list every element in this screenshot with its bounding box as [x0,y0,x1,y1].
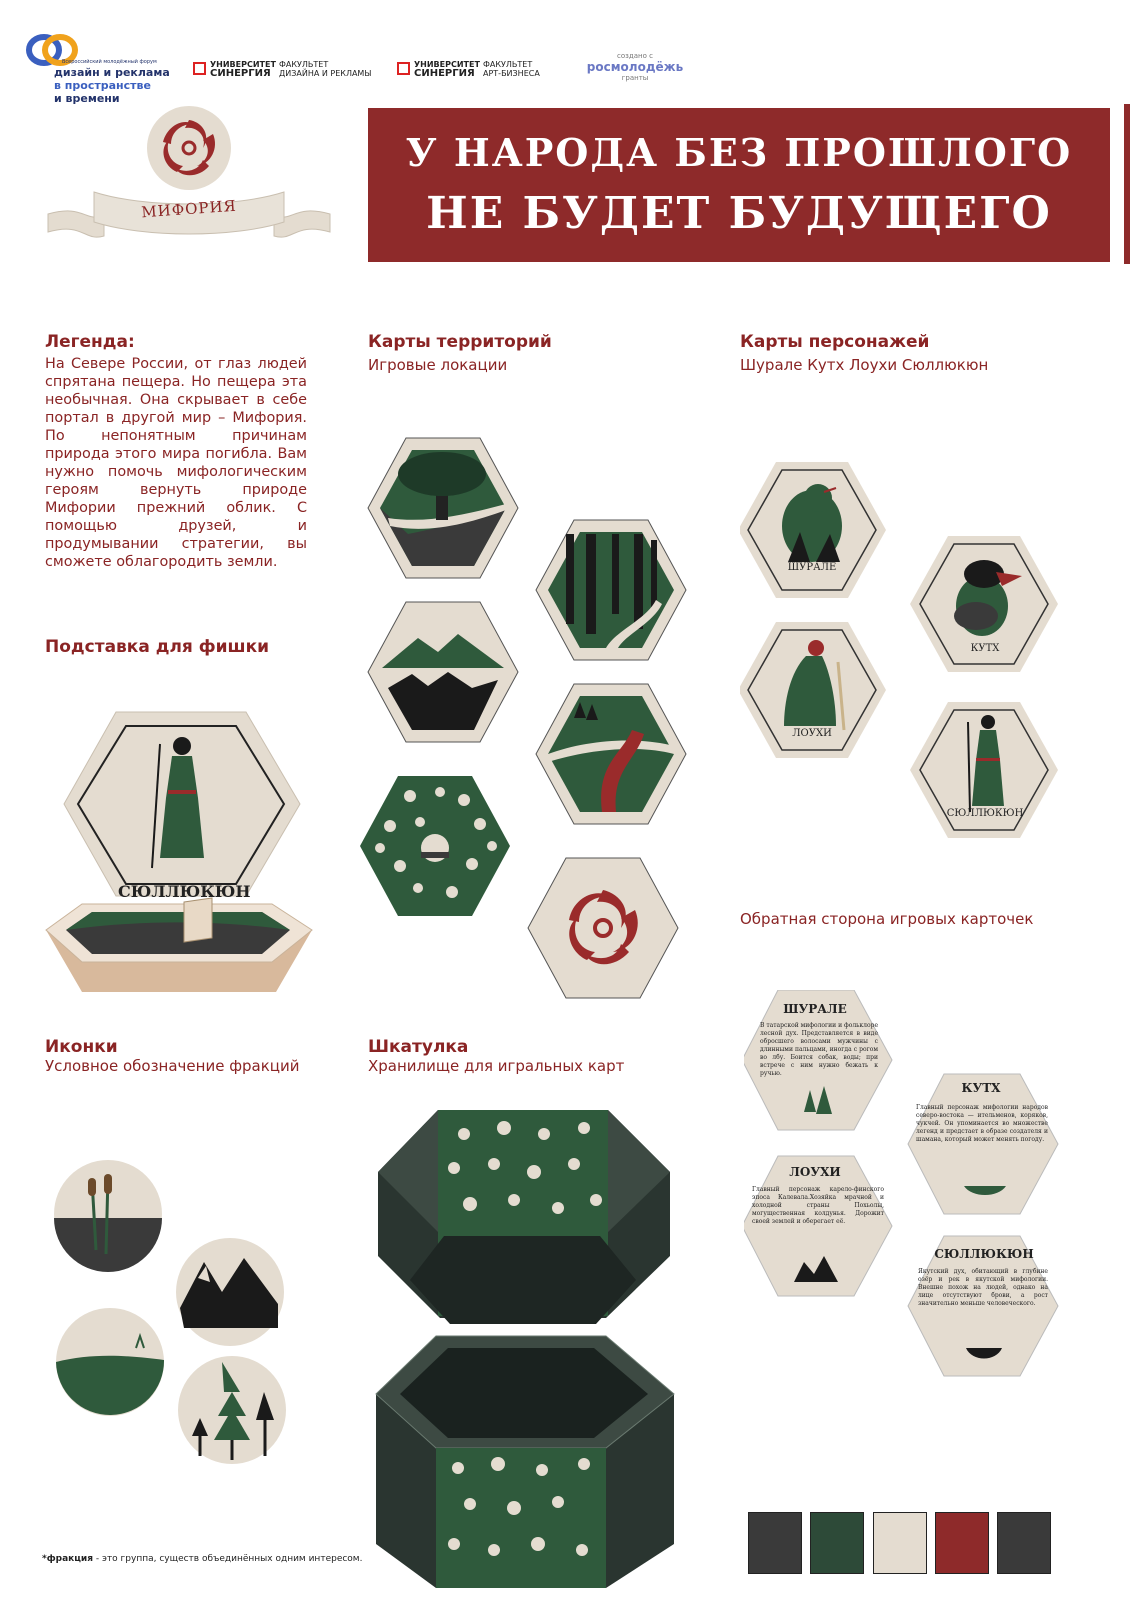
right-edge-bar [1124,104,1130,264]
footnote [42,1554,362,1564]
forest-faction-icon [178,1356,286,1464]
forum-logo-line3: и времени [54,92,120,105]
stand-card-label: СЮЛЛЮКЮН [118,882,251,901]
backside-name-kutkh: КУТХ [961,1081,1001,1095]
rosmol-top: создано с [617,52,653,60]
territory-card-mountains[interactable] [368,602,518,742]
synergy-name-2: СИНЕРГИЯ [414,68,475,79]
faction-icons [52,1160,292,1470]
territory-cards [360,430,710,1010]
backside-text-kutkh: Главный персонаж мифологии народов северо-востока — ительменов, коряков, чукчей. Он упоминается во множестве легенд и предстает в образе создателя и шамана, который может менять погоду. [916,1104,1048,1143]
icons-subtitle: Условное обозначение фракций [45,1057,300,1075]
character-label-syullyukyun: СЮЛЛЮКЮН [946,808,1024,819]
box-art [374,1104,694,1590]
character-label-shurale: ШУРАЛЕ [787,562,837,573]
reed-faction-icon [54,1160,162,1272]
backside-text-loukhi: Главный персонаж карело-финского эпоса Калевала.Хозяйка мрачной и холодной страны Похьолы, могущественная колдунья. Дорожит своей землей и оберегает её. [752,1186,884,1225]
characters-subtitle: Шурале Кутх Лоухи Сюллюкюн [740,356,989,374]
box-subtitle: Хранилище для игральных карт [368,1057,625,1075]
backside-name-syullyukyun: СЮЛЛЮКЮН [934,1247,1034,1261]
slogan-banner [368,108,1110,262]
territory-card-back[interactable] [528,858,678,998]
synergy-university-2: УНИВЕРСИТЕТ [414,60,480,69]
character-label-kutkh: КУТХ [970,643,1000,654]
footnote-text: - это группа, существ объединённых одним интересом. [93,1554,363,1564]
territory-card-oak[interactable] [368,438,518,578]
territory-card-forest[interactable] [536,520,686,660]
palette-swatch-beige [873,1512,927,1574]
forum-logo-line1: дизайн и реклама [54,66,170,79]
character-card-shurale[interactable] [740,462,886,598]
backside-name-loukhi: ЛОУХИ [789,1165,841,1179]
box-title: Шкатулка [368,1037,469,1057]
synergy-faculty-2: ДИЗАЙНА И РЕКЛАМЫ [279,69,372,78]
palette-swatch-dark-2 [997,1512,1051,1574]
footnote-term: *фракция [42,1554,94,1564]
territories-subtitle: Игровые локации [368,356,508,374]
synergy-faculty-2-1: ФАКУЛЬТЕТ [483,60,533,69]
forum-logo-line2: в пространстве [54,79,151,92]
synergy-university: УНИВЕРСИТЕТ [210,60,276,69]
brand-emblem [44,104,334,264]
character-label-loukhi: ЛОУХИ [792,728,832,739]
stand-title: Подставка для фишки [45,637,270,657]
character-cards-art [740,452,1090,842]
synergy-logo-art [397,60,567,80]
territory-card-river[interactable] [536,684,686,824]
backside-text-syullyukyun: Якутский дух, обитающий в глубине озёр и рек в якутской мифологии. Внешне похож на людей, однако на лице отсутствуют брови, а рост значительно меньше человеческого. [918,1268,1048,1307]
palette-swatch-dark [748,1512,802,1574]
synergy-mark-2 [397,62,410,75]
palette-swatch-red [935,1512,989,1574]
rosmol-bottom: гранты [621,74,649,82]
mountain-faction-icon [176,1238,284,1346]
synergy-faculty-2-2: АРТ-БИЗНЕСА [483,69,540,78]
slogan-line1: У НАРОДА БЕЗ ПРОШЛОГО [405,130,1073,175]
territories-title: Карты территорий [368,332,552,352]
stand-art [42,708,316,1000]
synergy-logo-design [193,60,383,80]
synergy-faculty-1: ФАКУЛЬТЕТ [279,60,329,69]
synergy-name: СИНЕРГИЯ [210,68,271,79]
forum-logo-small: Всероссийский молодёжный форум [62,59,157,65]
territory-card-pattern[interactable] [360,776,510,916]
backside-name-shurale: ШУРАЛЕ [783,1002,847,1016]
meadow-faction-icon [56,1308,164,1416]
rosmol-logo [580,52,690,86]
legend-text: На Севере России, от глаз людей спрятана пещера. Но пещера эта необычная. Она скрывает в себе портал в другой мир – Мифория. По непонятным причинам природа этого мира погибла. Вам нужно помочь мифологическим героям вернуть природе Мифории прежний облик. С помощью друзей, и продумывании стратегии, вы сможете облагородить земли. [45,356,307,570]
synergy-mark [193,62,206,75]
icons-title: Иконки [45,1037,118,1057]
backside-title: Обратная сторона игровых карточек [740,910,1034,928]
rosmol-name: росмолодёжь [586,60,684,74]
backside-text-shurale: В татарской мифологии и фольклоре лесной дух. Представляется в виде обросшего волосами мужчины с длинными пальцами, иногда с рогом во лбу. Боится собак, воды; при встрече с ним нужно бежать к ручью. [760,1022,878,1077]
legend-title: Легенда: [45,332,135,352]
palette-swatch-green [810,1512,864,1574]
slogan-line2: НЕ БУДЕТ БУДУЩЕГО [426,188,1052,239]
forum-logo [26,30,170,105]
characters-title: Карты персонажей [740,332,930,352]
brand-name: МИФОРИЯ [140,196,238,222]
